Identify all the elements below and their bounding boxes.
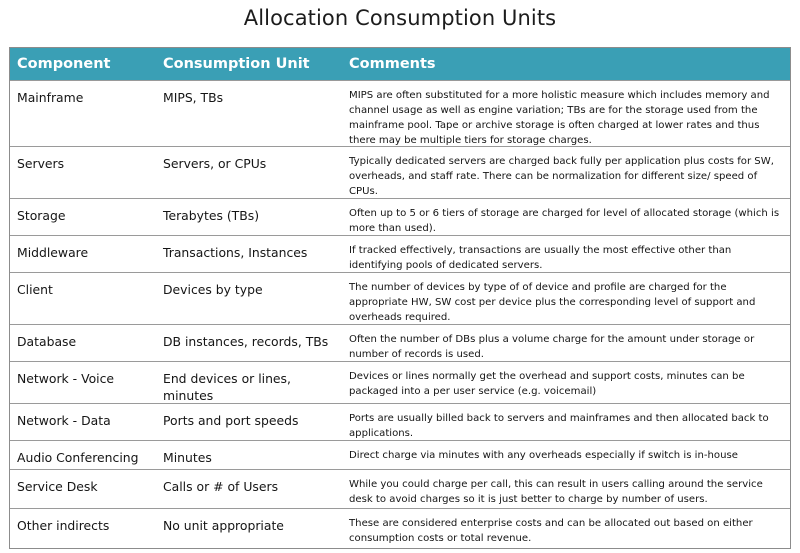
header-comments: Comments [349, 56, 436, 72]
table-row [10, 324, 790, 361]
row-comment: Typically dedicated servers are charged back fully per application plus costs for SW, overheads, and staff rate. There can be normalization for different size/ speed of CPUs. [349, 156, 774, 197]
allocation-table [9, 47, 791, 549]
table-row [10, 508, 790, 548]
row-comment: Devices or lines normally get the overhead and support costs, minutes can be packaged into a per user service (e.g. voicemail) [349, 371, 745, 397]
row-component: Other indirects [17, 518, 110, 533]
row-component: Middleware [17, 245, 89, 260]
header-consumption-unit: Consumption Unit [163, 56, 310, 72]
table-row [10, 272, 790, 324]
table-row [10, 440, 790, 469]
row-unit: No unit appropriate [163, 518, 284, 533]
row-unit: DB instances, records, TBs [163, 334, 329, 349]
table-row [10, 146, 790, 198]
row-comment: While you could charge per call, this can result in users calling around the service desk to avoid charges so it is just better to charge by number of users. [349, 479, 763, 505]
table-row [10, 198, 790, 235]
row-component: Network - Data [17, 413, 111, 428]
row-component: Audio Conferencing [17, 450, 139, 465]
page-title: Allocation Consumption Units [243, 6, 557, 30]
row-component: Client [17, 282, 53, 297]
row-unit: Terabytes (TBs) [163, 208, 260, 223]
table-header-row [10, 48, 790, 80]
row-comment: MIPS are often substituted for a more holistic measure which includes memory and channel usage as well as engine variation; TBs are for the storage used from the mainframe pool. Tape or archive storage is often charged at lower rates and thus there may be multiple tiers for storage charges. [349, 90, 770, 146]
row-unit: Minutes [163, 450, 212, 465]
row-comment: The number of devices by type of of device and profile are charged for the appropriate HW, SW cost per device plus the corresponding level of support and overheads required. [349, 282, 756, 323]
row-component: Servers [17, 156, 65, 171]
table-row [10, 403, 790, 440]
row-component: Network - Voice [17, 371, 115, 386]
row-component: Mainframe [17, 90, 84, 105]
table-row [10, 235, 790, 272]
row-unit: Transactions, Instances [163, 245, 308, 260]
table-row [10, 469, 790, 508]
row-unit: Devices by type [163, 282, 263, 297]
row-comment: If tracked effectively, transactions are usually the most effective other than identifying pools of dedicated servers. [349, 245, 732, 271]
row-unit: Calls or # of Users [163, 479, 279, 494]
row-unit: Ports and port speeds [163, 413, 299, 428]
row-component: Service Desk [17, 479, 98, 494]
row-comment: Direct charge via minutes with any overheads especially if switch is in-house [349, 450, 738, 461]
row-unit: MIPS, TBs [163, 90, 224, 105]
header-component: Component [17, 56, 111, 72]
table-row [10, 80, 790, 146]
row-comment: Often the number of DBs plus a volume charge for the amount under storage or number of records is used. [349, 334, 755, 360]
row-unit: Servers, or CPUs [163, 156, 267, 171]
row-comment: These are considered enterprise costs and can be allocated out based on either consumption costs or total revenue. [349, 518, 753, 544]
row-unit: End devices or lines, minutes [163, 371, 291, 403]
row-component: Database [17, 334, 77, 349]
row-comment: Ports are usually billed back to servers and mainframes and then allocated back to applications. [349, 413, 769, 439]
row-component: Storage [17, 208, 66, 223]
table-row [10, 361, 790, 403]
row-comment: Often up to 5 or 6 tiers of storage are charged for level of allocated storage (which is more than used). [349, 208, 780, 234]
